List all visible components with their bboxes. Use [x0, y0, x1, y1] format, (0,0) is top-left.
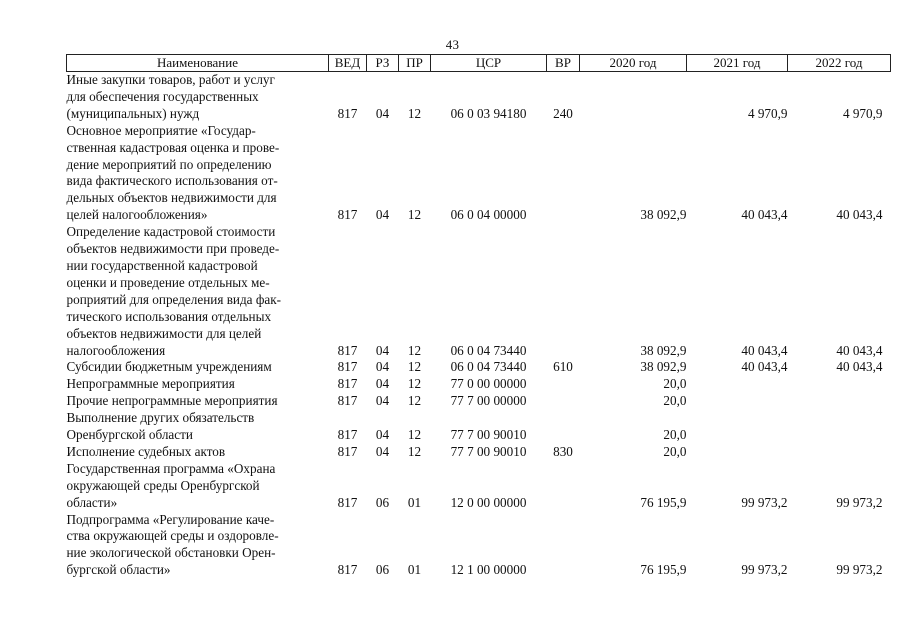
table-row — [67, 512, 891, 580]
cell-2022 — [788, 393, 891, 410]
header-rz: РЗ — [367, 55, 399, 72]
cell-name — [67, 410, 329, 444]
cell-csr: 06 0 04 00000 — [450, 207, 527, 223]
table-row — [67, 444, 891, 461]
name-line: Оренбургской области — [66, 427, 193, 443]
cell-2022: 40 043,4 — [836, 342, 883, 358]
name-line: оценки и проведение отдельных ме- — [66, 274, 270, 290]
cell-vr — [547, 376, 580, 393]
cell-2020: 20,0 — [663, 443, 687, 459]
cell-2021 — [687, 444, 788, 461]
table-row — [67, 393, 891, 410]
table-row — [67, 410, 891, 444]
cell-2020 — [580, 72, 687, 123]
name-line: бургской области» — [66, 562, 171, 578]
cell-2022 — [788, 410, 891, 444]
table-row — [67, 72, 891, 123]
name-line: Подпрограмма «Регулирование каче- — [66, 511, 275, 527]
cell-rz: 04 — [375, 207, 390, 223]
cell-vr — [547, 123, 580, 224]
name-line: целей налогообложения» — [66, 207, 208, 223]
cell-2020: 76 195,9 — [640, 562, 687, 578]
page-number: 43 — [445, 37, 460, 52]
cell-2021: 40 043,4 — [741, 359, 788, 375]
table-row — [67, 123, 891, 224]
cell-ved: 817 — [337, 494, 358, 510]
cell-csr: 06 0 04 73440 — [450, 359, 527, 375]
name-line: ства окружающей среды и оздоровле- — [66, 528, 279, 544]
cell-pr: 12 — [407, 207, 422, 223]
cell-rz: 04 — [375, 359, 390, 375]
cell-csr: 77 0 00 00000 — [450, 376, 527, 392]
header-pr: ПР — [399, 55, 431, 72]
table-row — [67, 376, 891, 393]
header-2021: 2021 год — [687, 55, 788, 72]
name-line: Прочие непрограммные мероприятия — [66, 393, 278, 409]
name-line: нии государственной кадастровой — [66, 257, 258, 273]
cell-name — [67, 123, 329, 224]
name-line: Государственная программа «Охрана — [66, 460, 276, 476]
name-line: роприятий для определения вида фак- — [66, 291, 282, 307]
name-line: окружающей среды Оренбургской — [66, 477, 260, 493]
table-body — [67, 72, 891, 580]
cell-ved: 817 — [337, 359, 358, 375]
name-line: Исполнение судебных актов — [66, 443, 226, 459]
cell-2020: 20,0 — [663, 376, 687, 392]
cell-ved: 817 — [337, 427, 358, 443]
cell-2021 — [687, 410, 788, 444]
cell-pr: 12 — [407, 342, 422, 358]
cell-ved: 817 — [337, 207, 358, 223]
cell-name — [67, 461, 329, 512]
cell-2021 — [687, 393, 788, 410]
cell-2020: 38 092,9 — [640, 359, 687, 375]
table-row — [67, 461, 891, 512]
name-line: Непрограммные мероприятия — [66, 376, 235, 392]
cell-vr — [547, 461, 580, 512]
budget-table — [66, 54, 891, 579]
name-line: вида фактического использования от- — [66, 173, 278, 189]
cell-vr: 240 — [553, 105, 573, 121]
cell-vr — [547, 393, 580, 410]
header-2022: 2022 год — [788, 55, 891, 72]
name-line: (муниципальных) нужд — [66, 105, 200, 121]
header-name: Наименование — [67, 55, 329, 72]
cell-pr: 12 — [407, 359, 422, 375]
cell-vr: 610 — [553, 359, 573, 375]
cell-pr: 12 — [407, 427, 422, 443]
name-line: ственная кадастровая оценка и прове- — [66, 139, 280, 155]
cell-csr: 77 7 00 90010 — [450, 443, 527, 459]
cell-name — [67, 393, 329, 410]
name-line: области» — [66, 494, 118, 510]
cell-2022: 99 973,2 — [836, 494, 883, 510]
cell-csr: 06 0 04 73440 — [450, 342, 527, 358]
name-line: объектов недвижимости при проведе- — [66, 241, 280, 257]
cell-rz: 04 — [375, 342, 390, 358]
cell-pr: 12 — [407, 105, 422, 121]
cell-2022: 40 043,4 — [836, 359, 883, 375]
cell-2022: 99 973,2 — [836, 562, 883, 578]
cell-2021: 4 970,9 — [747, 105, 788, 121]
cell-ved: 817 — [337, 443, 358, 459]
header-vr: ВР — [547, 55, 580, 72]
cell-ved: 817 — [337, 376, 358, 392]
cell-rz: 04 — [375, 427, 390, 443]
cell-vr — [547, 224, 580, 359]
cell-2020: 76 195,9 — [640, 494, 687, 510]
cell-2021: 40 043,4 — [741, 207, 788, 223]
name-line: Основное мероприятие «Государ- — [66, 122, 256, 138]
name-line: тического использования отдельных — [66, 308, 272, 324]
cell-2020: 38 092,9 — [640, 342, 687, 358]
name-line: дение мероприятий по определению — [66, 156, 272, 172]
cell-csr: 77 7 00 90010 — [450, 427, 527, 443]
cell-pr: 12 — [407, 443, 422, 459]
name-line: Определение кадастровой стоимости — [66, 224, 276, 240]
cell-2022: 40 043,4 — [836, 207, 883, 223]
name-line: налогообложения — [66, 342, 166, 358]
table-row — [67, 359, 891, 376]
cell-2021: 40 043,4 — [741, 342, 788, 358]
cell-rz: 04 — [375, 443, 390, 459]
cell-csr: 77 7 00 00000 — [450, 393, 527, 409]
cell-2022: 4 970,9 — [842, 105, 883, 121]
cell-ved: 817 — [337, 105, 358, 121]
name-line: объектов недвижимости для целей — [66, 325, 262, 341]
table-row — [67, 224, 891, 359]
name-line: Субсидии бюджетным учреждениям — [66, 359, 272, 375]
cell-rz: 04 — [375, 105, 390, 121]
cell-vr — [547, 410, 580, 444]
cell-ved: 817 — [337, 562, 358, 578]
cell-vr — [547, 512, 580, 580]
cell-rz: 06 — [375, 562, 390, 578]
header-csr: ЦСР — [431, 55, 547, 72]
header-2020: 2020 год — [580, 55, 687, 72]
name-line: Иные закупки товаров, работ и услуг — [66, 72, 275, 87]
cell-vr: 830 — [553, 443, 573, 459]
cell-2022 — [788, 376, 891, 393]
cell-2020: 20,0 — [663, 393, 687, 409]
cell-csr: 06 0 03 94180 — [450, 105, 527, 121]
cell-2022 — [788, 444, 891, 461]
name-line: ние экологической обстановки Орен- — [66, 545, 276, 561]
cell-name — [67, 224, 329, 359]
cell-name — [67, 359, 329, 376]
cell-2021: 99 973,2 — [741, 562, 788, 578]
cell-csr: 12 0 00 00000 — [450, 494, 527, 510]
cell-ved: 817 — [337, 342, 358, 358]
name-line: Выполнение других обязательств — [66, 410, 255, 426]
cell-name — [67, 444, 329, 461]
cell-rz: 04 — [375, 393, 390, 409]
name-line: дельных объектов недвижимости для — [66, 190, 277, 206]
cell-2020: 38 092,9 — [640, 207, 687, 223]
cell-name — [67, 376, 329, 393]
cell-2021: 99 973,2 — [741, 494, 788, 510]
cell-ved: 817 — [337, 393, 358, 409]
cell-pr: 01 — [407, 494, 422, 510]
cell-pr: 12 — [407, 393, 422, 409]
cell-csr: 12 1 00 00000 — [450, 562, 527, 578]
header-ved: ВЕД — [329, 55, 367, 72]
cell-2021 — [687, 376, 788, 393]
table-header-row — [67, 55, 891, 72]
cell-name — [67, 512, 329, 580]
cell-pr: 12 — [407, 376, 422, 392]
cell-pr: 01 — [407, 562, 422, 578]
name-line: для обеспечения государственных — [66, 88, 259, 104]
cell-rz: 04 — [375, 376, 390, 392]
cell-2020: 20,0 — [663, 427, 687, 443]
cell-name — [67, 72, 329, 123]
cell-rz: 06 — [375, 494, 390, 510]
